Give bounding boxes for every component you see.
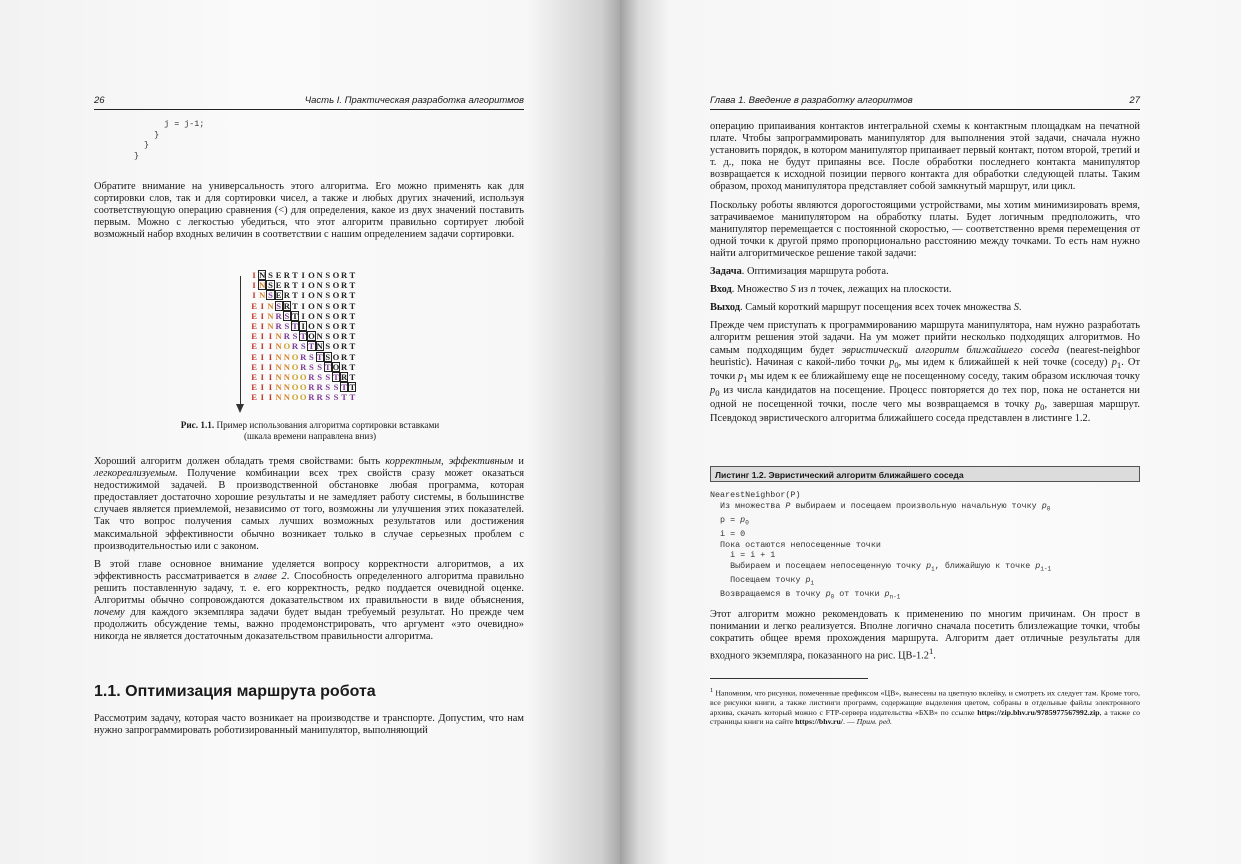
figure-letter: I bbox=[260, 341, 264, 352]
input-line: Вход. Множество S из n точек, лежащих на плоскости. bbox=[710, 284, 952, 296]
figure-letter: N bbox=[316, 341, 323, 352]
figure-letter: I bbox=[260, 351, 264, 362]
figure-letter: I bbox=[260, 310, 264, 321]
figure-letter: E bbox=[251, 351, 257, 362]
paragraph: Обратите внимание на универсальность этого алгоритма. Его можно применять как для сортировки слов, так и для сортировки чисел, а также и любых других значений, используя соответствующую операцию сравнения (<) для определения, какое из двух значений поставить первым. Можно с легкостью убедиться, что этот алгоритм правильно сортирует любой возможный набор входных величин в соответствии с нашим определением задачи сортировки. bbox=[94, 181, 524, 241]
figure-letter: R bbox=[308, 372, 315, 382]
figure-letter: O bbox=[299, 382, 307, 393]
figure-letter: T bbox=[292, 270, 298, 280]
figure-letter: S bbox=[325, 392, 331, 403]
caption-text-2: (шкала времени направлена вниз) bbox=[243, 431, 377, 441]
figure-letter: T bbox=[292, 310, 298, 321]
figure-letter: O bbox=[332, 331, 340, 342]
figure-letter: O bbox=[332, 351, 340, 362]
figure-letter: R bbox=[341, 351, 348, 362]
time-arrow-line bbox=[240, 276, 241, 408]
figure-letter: N bbox=[259, 290, 266, 301]
figure-letter: S bbox=[309, 351, 314, 362]
figure-letter: T bbox=[292, 280, 298, 291]
figure-letter: T bbox=[349, 280, 356, 291]
figure-letter: E bbox=[275, 290, 282, 301]
figure-letter: T bbox=[292, 300, 298, 311]
figure-letter: T bbox=[349, 270, 356, 280]
figure-letter: T bbox=[292, 321, 298, 331]
figure-letter: I bbox=[260, 392, 264, 403]
figure-letter: T bbox=[316, 351, 323, 362]
figure-letter: R bbox=[300, 351, 307, 362]
left-page bbox=[0, 0, 620, 864]
figure-letter: R bbox=[341, 290, 348, 301]
figure-letter: O bbox=[332, 361, 340, 372]
figure-letter: N bbox=[316, 280, 323, 291]
figure-letter: R bbox=[341, 310, 348, 321]
figure-row bbox=[250, 290, 356, 300]
figure-letter: E bbox=[251, 310, 257, 321]
figure-letter: E bbox=[251, 331, 257, 342]
figure-letter: R bbox=[275, 321, 282, 331]
figure-letter: O bbox=[299, 372, 307, 382]
figure-letter: E bbox=[251, 300, 257, 311]
figure-row bbox=[250, 270, 356, 280]
figure-letter: N bbox=[283, 382, 290, 393]
figure-row bbox=[250, 301, 356, 311]
figure-letter: O bbox=[332, 310, 340, 321]
figure-letter: N bbox=[275, 372, 282, 382]
insertion-sort-figure bbox=[236, 270, 396, 418]
figure-letter: E bbox=[275, 280, 282, 291]
figure-letter: I bbox=[268, 382, 273, 393]
figure-letter: T bbox=[349, 341, 356, 352]
figure-letter: S bbox=[325, 300, 331, 311]
figure-letter: S bbox=[325, 331, 331, 342]
figure-caption bbox=[150, 420, 470, 442]
figure-letter: R bbox=[308, 392, 315, 403]
section-heading: 1.1. Оптимизация маршрута робота bbox=[94, 683, 376, 700]
figure-letter: N bbox=[275, 341, 282, 352]
figure-letter: N bbox=[275, 361, 282, 372]
figure-letter: O bbox=[291, 351, 299, 362]
paragraph: Рассмотрим задачу, которая часто возникает на производстве и транспорте. Допустим, что нам нужно запрограммировать роботизированный манипулятор, выполняющий bbox=[94, 713, 524, 737]
caption-label: Рис. 1.1. bbox=[180, 420, 215, 430]
left-para-4 bbox=[94, 713, 524, 743]
time-arrow-head-icon bbox=[236, 404, 244, 413]
figure-letter: R bbox=[275, 310, 282, 321]
figure-letter: S bbox=[325, 280, 331, 291]
figure-letter: O bbox=[291, 382, 299, 393]
figure-letter: N bbox=[316, 331, 323, 342]
figure-row bbox=[250, 311, 356, 321]
paragraph: В этой главе основное внимание уделяется вопросу корректности алгоритмов, а их эффективность рассматривается в главе 2. Способность определенного алгоритма правильно решить поставленную задачу, т. е. его корректность, редко поддается очевидной оценке. Алгоритмы обычно сопровождаются доказательством их правильности в виде объяснения, почему для каждого экземпляра задачи будет выдан требуемый результат. Но прежде чем продолжить обсуждение темы, важно продемонстрировать, что аргумент «это очевидно» никогда не является достаточным доказательством правильности алгоритма. bbox=[94, 558, 524, 643]
figure-letter: N bbox=[316, 270, 323, 280]
figure-letter: T bbox=[349, 290, 356, 301]
figure-letter: R bbox=[283, 290, 290, 301]
left-running-head bbox=[94, 95, 524, 110]
figure-letter: S bbox=[284, 321, 290, 331]
figure-letter: S bbox=[284, 310, 290, 321]
figure-letter: T bbox=[324, 361, 331, 372]
figure-letter: O bbox=[308, 310, 315, 321]
figure-letter: S bbox=[333, 392, 339, 403]
figure-letter: R bbox=[316, 382, 323, 393]
figure-letter: O bbox=[291, 372, 299, 382]
figure-letter: S bbox=[325, 321, 331, 331]
figure-letter: T bbox=[349, 310, 356, 321]
figure-letter: I bbox=[301, 290, 305, 301]
figure-letter: T bbox=[333, 372, 339, 382]
left-para-1 bbox=[94, 181, 524, 247]
figure-letter: O bbox=[291, 361, 299, 372]
figure-letter: I bbox=[299, 321, 307, 331]
figure-letter: N bbox=[275, 331, 282, 342]
figure-letter: O bbox=[332, 341, 340, 352]
left-body bbox=[94, 456, 524, 649]
figure-letter: I bbox=[268, 372, 273, 382]
figure-row bbox=[250, 392, 356, 402]
figure-letter: O bbox=[332, 321, 340, 331]
figure-letter: T bbox=[300, 331, 307, 342]
figure-letter: S bbox=[325, 341, 331, 352]
figure-letter: N bbox=[275, 351, 282, 362]
figure-letter: N bbox=[267, 310, 274, 321]
figure-letter: N bbox=[275, 382, 282, 393]
figure-letter: O bbox=[332, 290, 340, 301]
figure-letter: I bbox=[260, 300, 264, 311]
figure-letter: R bbox=[291, 341, 299, 352]
figure-letter: T bbox=[341, 392, 348, 403]
figure-letter: I bbox=[260, 321, 264, 331]
left-page-number: 26 bbox=[94, 95, 105, 106]
figure-letter: S bbox=[317, 372, 322, 382]
figure-letter: I bbox=[301, 270, 305, 280]
figure-letter: S bbox=[325, 382, 331, 393]
listing-title: Листинг 1.2. Эвристический алгоритм ближайшего соседа bbox=[710, 466, 1140, 482]
figure-letter: R bbox=[341, 341, 348, 352]
figure-letter: O bbox=[308, 321, 315, 331]
figure-letter: O bbox=[308, 290, 315, 301]
figure-letter: T bbox=[349, 392, 356, 403]
figure-letter: I bbox=[252, 280, 256, 291]
figure-letter: E bbox=[251, 392, 257, 403]
figure-letter: I bbox=[260, 382, 264, 393]
task-line: Задача. Оптимизация маршрута робота. bbox=[710, 266, 889, 278]
figure-row bbox=[250, 372, 356, 382]
figure-letter: T bbox=[349, 300, 356, 311]
figure-letter: R bbox=[283, 300, 290, 311]
output-line: Выход. Самый короткий маршрут посещения всех точек множества S. bbox=[710, 302, 1022, 314]
figure-letter: O bbox=[299, 392, 307, 403]
paragraph: операцию припаивания контактов интегральной схемы к контактным площадкам на печатной плате. Чтобы запрограммировать манипулятор для выполнения этой задачи, сначала нужно установить порядок, в котором манипулятор припаивает первый контакт, потом второй, третий и т. д., пока не будут припаяны все. После обработки последнего контакта манипулятор возвращается к исходной позиции первого контакта для обработки следующей платы. Таким образом, проход манипулятора представляет собой замкнутый маршрут, или цикл. bbox=[710, 121, 1140, 193]
figure-letter: O bbox=[332, 270, 340, 280]
footnote: $^1$ Напомним, что рисунки, помеченные префиксом «ЦВ», вынесены на цветную вклейку, и смотреть их следует там. Кроме того, все рисунки книги, а также листинги программ, содержащие выделения цветом, собраны в отдельные файлы электронного архива, скачать который можно с FTP-сервера издательства «БХВ» по ссылке https://zip.bhv.ru/9785977567992.zip, а также со страницы книги на сайте https://bhv.ru/. — Прим. ред. bbox=[710, 687, 1140, 727]
figure-letter: I bbox=[268, 392, 273, 403]
figure-letter: N bbox=[316, 300, 323, 311]
figure-letter: S bbox=[268, 270, 273, 280]
figure-letter: S bbox=[268, 280, 273, 291]
figure-letter: S bbox=[292, 331, 298, 342]
figure-letter: T bbox=[308, 341, 315, 352]
figure-row bbox=[250, 341, 356, 351]
figure-letter: O bbox=[308, 331, 315, 342]
figure-letter: O bbox=[332, 300, 340, 311]
figure-letter: N bbox=[275, 392, 282, 403]
figure-letter: N bbox=[267, 300, 274, 311]
right-running-title: Глава 1. Введение в разработку алгоритмов bbox=[710, 95, 913, 106]
figure-letter: T bbox=[349, 351, 356, 362]
figure-letter: I bbox=[301, 280, 305, 291]
figure-letter: N bbox=[283, 372, 290, 382]
figure-letter: R bbox=[283, 280, 290, 291]
figure-letter: N bbox=[316, 290, 323, 301]
figure-letter: R bbox=[283, 270, 290, 280]
figure-letter: N bbox=[316, 321, 323, 331]
figure-letter: R bbox=[341, 270, 348, 280]
figure-letter: T bbox=[292, 290, 298, 301]
figure-letter: N bbox=[267, 321, 274, 331]
figure-letter: R bbox=[300, 361, 307, 372]
left-code-tail bbox=[94, 119, 524, 161]
figure-letter: T bbox=[349, 331, 356, 342]
paragraph: Прежде чем приступать к программированию маршрута манипулятора, нам нужно разработать алгоритм решения этой задачи. На ум может прийти несколько подходящих алгоритмов. Но самым подходящим будет эвристический алгоритм ближайшего соседа (nearest-neighbor heuristic). Начиная с какой-либо точки $p_0$, мы идем к ближайшей к ней точке (соседу) $p_1$. От точки $p_1$ мы идем к ее ближайшему еще не посещенному соседу, таким образом исключая точку $p_0$ из числа кандидатов на посещение. Процесс повторяется до тех пор, пока не останется ни одной не посещенной точки, после чего мы возвращаемся в точку $p_0$, завершая маршрут. Псевдокод эвристического алгоритма ближайшего соседа представлен в листинге 1.2. bbox=[710, 320, 1141, 425]
figure-letter: S bbox=[276, 300, 282, 311]
figure-letter: R bbox=[316, 392, 323, 403]
figure-letter: O bbox=[308, 300, 315, 311]
right-page-number: 27 bbox=[1129, 95, 1140, 106]
figure-letter: O bbox=[332, 280, 340, 291]
code-tail-block: j = j-1; } } } bbox=[134, 119, 205, 161]
figure-letter: I bbox=[268, 351, 273, 362]
figure-letter: S bbox=[325, 270, 331, 280]
paragraph: Хороший алгоритм должен обладать тремя свойствами: быть корректным, эффективным и легкореализуемым. Получение комбинации всех трех свойств сразу может оказаться недостижимой задачей. В производственной обстановке любая программа, которая предоставляет достаточно хорошие результаты и не замедляет работу системы, в большинстве случаев является приемлемой, независимо от того, возможны ли улучшения этих показателей. Так что вопрос получения самых лучших возможных результатов или достижения максимальной эффективности обычно возникает только в случае серьезных проблем с производительностью или с законом. bbox=[94, 456, 524, 552]
figure-letter: E bbox=[251, 321, 257, 331]
figure-letter: R bbox=[308, 382, 315, 393]
figure-letter: I bbox=[260, 361, 264, 372]
figure-letter: I bbox=[260, 331, 264, 342]
figure-row bbox=[250, 382, 356, 392]
figure-letter: S bbox=[300, 341, 306, 352]
figure-letter: S bbox=[325, 372, 331, 382]
figure-letter: R bbox=[341, 331, 348, 342]
figure-letter: I bbox=[268, 361, 273, 372]
listing-code-block: NearestNeighbor(P) Из множества P выбираем и посещаем произвольную начальную точку $p_0$ $p = p_0$ i = 0 Пока остаются непосещенные точки i = i + 1 Выбираем и посещаем непосещенную точку $p_i$, ближайшую к точке $p_{i-1}$ Посещаем точку $p_i$ Возвращаемся в точку $p_0$ от точки $p_{n-1}$ bbox=[710, 490, 1052, 602]
figure-row bbox=[250, 362, 356, 372]
figure-letter: I bbox=[268, 341, 273, 352]
figure-row bbox=[250, 321, 356, 331]
figure-letter: N bbox=[283, 361, 290, 372]
figure-letter: E bbox=[275, 270, 282, 280]
figure-letter: R bbox=[341, 321, 348, 331]
right-body bbox=[710, 121, 1140, 431]
figure-letter: N bbox=[259, 280, 266, 291]
figure-letter: E bbox=[251, 361, 257, 372]
figure-letter: N bbox=[316, 310, 323, 321]
figure-letter: R bbox=[341, 372, 348, 382]
figure-letter: T bbox=[341, 382, 348, 393]
figure-letter: I bbox=[301, 300, 305, 311]
figure-letter: N bbox=[259, 270, 266, 280]
figure-letter: O bbox=[283, 341, 291, 352]
figure-row bbox=[250, 280, 356, 290]
figure-letter: O bbox=[308, 270, 315, 280]
figure-letter: S bbox=[317, 361, 322, 372]
figure-letter: S bbox=[333, 382, 339, 393]
left-running-title: Часть I. Практическая разработка алгоритмов bbox=[304, 95, 524, 106]
figure-letter: S bbox=[325, 310, 331, 321]
figure-letter: S bbox=[325, 290, 331, 301]
figure-letter: I bbox=[268, 331, 273, 342]
figure-letter: I bbox=[301, 310, 305, 321]
right-para-4 bbox=[710, 609, 1140, 669]
figure-letter: E bbox=[251, 372, 257, 382]
figure-letter: T bbox=[349, 361, 356, 372]
figure-row bbox=[250, 331, 356, 341]
figure-letter: O bbox=[291, 392, 299, 403]
figure-letter: T bbox=[349, 321, 356, 331]
figure-row bbox=[250, 352, 356, 362]
figure-letter: I bbox=[252, 290, 256, 301]
figure-letter: E bbox=[251, 382, 257, 393]
figure-letter: S bbox=[268, 290, 273, 301]
paragraph: Этот алгоритм можно рекомендовать к применению по многим причинам. Он прост в понимании и легко реализуется. Вполне логично сначала посетить близлежащие точки, чтобы сократить общее время прохождения маршрута. Алгоритм дает отличные результаты для входного экземпляра, показанного на рис. $ЦВ-1.2^1$. bbox=[710, 609, 1140, 662]
figure-letter: R bbox=[341, 300, 348, 311]
caption-text: Пример использования алгоритма сортировки вставками bbox=[216, 420, 440, 430]
figure-letter: O bbox=[308, 280, 315, 291]
footnote-rule bbox=[710, 678, 868, 679]
figure-letter: R bbox=[341, 361, 348, 372]
figure-letter: I bbox=[260, 372, 264, 382]
paragraph: Поскольку роботы являются дорогостоящими устройствами, мы хотим минимизировать время, затрачиваемое манипулятором на обработку платы. Будет логичным предположить, что манипулятор перемещается с постоянной скоростью, — соответственно время перемещения от одной точки к другой прямо пропорционально расстоянию между точками. То есть нам нужно найти алгоритмическое решение такой задачи: bbox=[710, 199, 1140, 259]
figure-letter: E bbox=[251, 341, 257, 352]
figure-letter: T bbox=[349, 372, 356, 382]
listing-body bbox=[710, 490, 1140, 604]
figure-letter: R bbox=[341, 280, 348, 291]
figure-letter: N bbox=[283, 351, 290, 362]
figure-letter: S bbox=[309, 361, 314, 372]
figure-letter: R bbox=[283, 331, 290, 342]
figure-letter: S bbox=[325, 351, 331, 362]
figure-letter: I bbox=[252, 270, 256, 280]
figure-letter: T bbox=[349, 382, 356, 393]
right-running-head bbox=[710, 95, 1140, 110]
figure-letter: N bbox=[283, 392, 290, 403]
